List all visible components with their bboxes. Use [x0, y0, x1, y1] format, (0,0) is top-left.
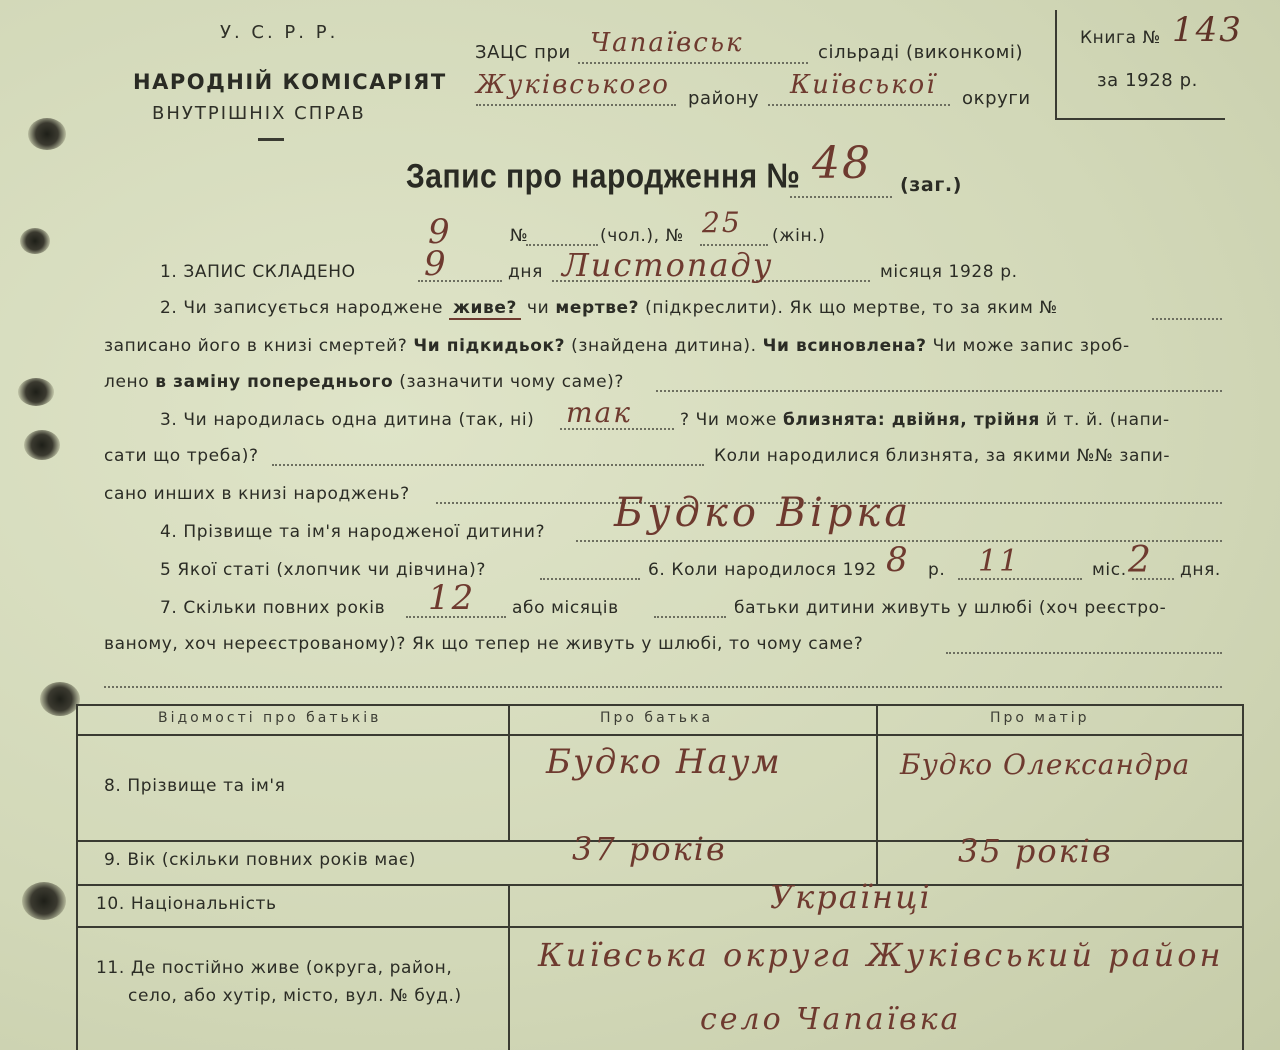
- twins-options: близнята: двійня, трійня: [782, 410, 1040, 430]
- item2-reason-line: [656, 390, 1222, 392]
- commissariat-heading: НАРОДНІЙ КОМІСАРІЯТ: [133, 70, 447, 94]
- village-field-line: [578, 62, 808, 64]
- row-age-label: 9. Вік (скільки повних років має): [104, 850, 417, 870]
- table-header-father: Про батька: [600, 710, 714, 726]
- item5-sex-line: [540, 578, 640, 580]
- item3-text-b: ? Чи може: [680, 410, 777, 430]
- document-title: Запис про народження №: [406, 157, 801, 196]
- item2-death-number-line: [1152, 318, 1222, 320]
- item1-day-label: дня: [508, 262, 543, 282]
- book-box-bottom: [1055, 118, 1225, 120]
- item3-text-d: сати що треба)?: [104, 446, 259, 466]
- book-year: за 1928 р.: [1097, 70, 1199, 91]
- nationality-handwritten: Українці: [770, 878, 932, 916]
- residence-handwritten-line2: село Чапаївка: [700, 1002, 962, 1037]
- village-handwritten: Чапаївськ: [590, 28, 744, 58]
- item4-label: 4. Прізвище та ім'я народженої дитини?: [160, 522, 546, 542]
- female-label: (жін.): [772, 226, 826, 246]
- item2-text-e: (знайдена дитина).: [571, 336, 757, 356]
- birth-day-handwritten: 2: [1128, 540, 1153, 581]
- year-r-label: р.: [928, 560, 946, 580]
- punch-hole: [18, 378, 54, 406]
- day-label: дня.: [1180, 560, 1221, 580]
- alive-option: живе?: [449, 298, 521, 320]
- okruha-field-line: [768, 104, 950, 106]
- book-label: Книга №: [1080, 28, 1161, 48]
- male-number-handwritten: 9: [428, 212, 452, 252]
- record-number-suffix: (заг.): [900, 174, 962, 196]
- item7-text-a: 7. Скільки повних років: [160, 598, 386, 618]
- table-col-divider: [508, 704, 510, 840]
- item2-line1: [160, 298, 1058, 318]
- item7-reason-line-2: [104, 686, 1222, 688]
- birth-month-handwritten: 11: [978, 544, 1021, 579]
- item7-text-c: батьки дитини живуть у шлюбі (хоч реєстро-: [734, 598, 1167, 618]
- rayon-label: району: [688, 88, 760, 109]
- item7-years-handwritten: 12: [428, 578, 476, 618]
- rayon-field-line: [476, 104, 676, 106]
- month-label: міс.: [1092, 560, 1127, 580]
- okruha-label: округи: [962, 88, 1031, 109]
- punch-hole: [28, 118, 66, 150]
- item2-text-f: Чи може запис зроб-: [932, 336, 1130, 356]
- table-row-border: [76, 884, 1244, 886]
- replacement-question: в заміну попереднього: [155, 372, 394, 392]
- female-number-handwritten: 25: [702, 206, 742, 239]
- table-header-parents: Відомості про батьків: [158, 710, 382, 726]
- adopted-question: Чи всиновлена?: [762, 336, 927, 356]
- item3-answer-handwritten: так: [566, 396, 632, 429]
- residence-handwritten-line1: Київська округа Жуківський район: [538, 936, 1224, 974]
- item1-month-handwritten: Листопаду: [562, 246, 774, 284]
- item3-text-f: сано инших в книзі народжень?: [104, 484, 410, 504]
- table-top-border: [76, 704, 1244, 706]
- row-residence-label-2: село, або хутір, місто, вул. № буд.): [128, 986, 462, 1006]
- male-label: (чол.), №: [600, 226, 684, 246]
- item2-text-g: лено: [104, 372, 150, 392]
- republic-heading: У. С. Р. Р.: [220, 22, 339, 43]
- row-nationality-label: 10. Національність: [96, 894, 277, 914]
- foundling-question: Чи підкидьок?: [413, 336, 566, 356]
- item1-day-handwritten: 9: [424, 244, 448, 284]
- item2-text-a: 2. Чи записується народжене: [160, 298, 444, 318]
- item1-month-label: місяця 1928 р.: [880, 262, 1018, 282]
- punch-hole: [20, 228, 50, 254]
- item4-name-handwritten: Будко Вірка: [614, 490, 913, 536]
- village-council-label: сільраді (виконкомі): [818, 42, 1024, 63]
- item7-months-line: [654, 616, 726, 618]
- father-age-handwritten: 37 років: [572, 830, 727, 868]
- item3-text-a: 3. Чи народилась одна дитина (так, ні): [160, 410, 535, 430]
- table-right-border: [1242, 704, 1244, 1050]
- record-number-line: [790, 196, 892, 198]
- item7-text-d: ваному, хоч нереєстрованому)? Як що тепер не живуть у шлюбі, то чому саме?: [104, 634, 864, 654]
- rayon-handwritten: Жуківського: [476, 70, 670, 100]
- item2-line3: [104, 372, 624, 392]
- item2-text-d: записано його в книзі смертей?: [104, 336, 408, 356]
- item3-line1-rest: [680, 410, 1170, 430]
- item2-text-b: чи: [527, 298, 550, 318]
- record-number-handwritten: 48: [812, 138, 872, 189]
- dead-option: мертве?: [555, 298, 640, 318]
- table-header-mother: Про матір: [990, 710, 1090, 726]
- department-heading: ВНУТРІШНІХ СПРАВ: [152, 103, 366, 124]
- mother-name-handwritten: Будко Олександра: [900, 748, 1191, 781]
- table-left-border: [76, 704, 78, 1050]
- item3-text-c: й т. й. (напи-: [1045, 410, 1170, 430]
- book-number-handwritten: 143: [1172, 10, 1243, 50]
- row-residence-label-1: 11. Де постійно живе (округа, район,: [96, 958, 453, 978]
- zats-label: ЗАЦС при: [475, 42, 571, 63]
- item2-text-h: (зазначити чому саме)?: [399, 372, 624, 392]
- table-row-border: [76, 926, 1244, 928]
- item1-prefix: 1. ЗАПИС СКЛАДЕНО: [160, 262, 356, 282]
- item6-label: 6. Коли народилося 192: [648, 560, 877, 580]
- item2-line2: [104, 336, 1130, 356]
- header-dash: [258, 138, 284, 141]
- item3-text-e: Коли народилися близнята, за якими №№ запи-: [714, 446, 1171, 466]
- punch-hole: [40, 682, 80, 716]
- punch-hole: [22, 882, 66, 920]
- birth-year-handwritten: 8: [886, 540, 910, 580]
- item7-text-b: або місяців: [512, 598, 619, 618]
- no-label: №: [510, 226, 529, 246]
- item7-reason-line-1: [946, 652, 1222, 654]
- item2-text-c: (підкреслити). Як що мертве, то за яким №: [645, 298, 1058, 318]
- father-name-handwritten: Будко Наум: [546, 742, 782, 782]
- item3-twins-line: [272, 464, 704, 466]
- item5-label: 5 Якої статі (хлопчик чи дівчина)?: [160, 560, 487, 580]
- mother-age-handwritten: 35 років: [958, 832, 1113, 870]
- row-name-label: 8. Прізвище та ім'я: [104, 776, 286, 796]
- table-col-divider: [876, 704, 878, 884]
- punch-hole: [24, 430, 60, 460]
- okruha-handwritten: Київської: [790, 70, 937, 100]
- table-col-divider: [508, 884, 510, 1050]
- book-box-left: [1055, 10, 1057, 118]
- table-header-border: [76, 734, 1244, 736]
